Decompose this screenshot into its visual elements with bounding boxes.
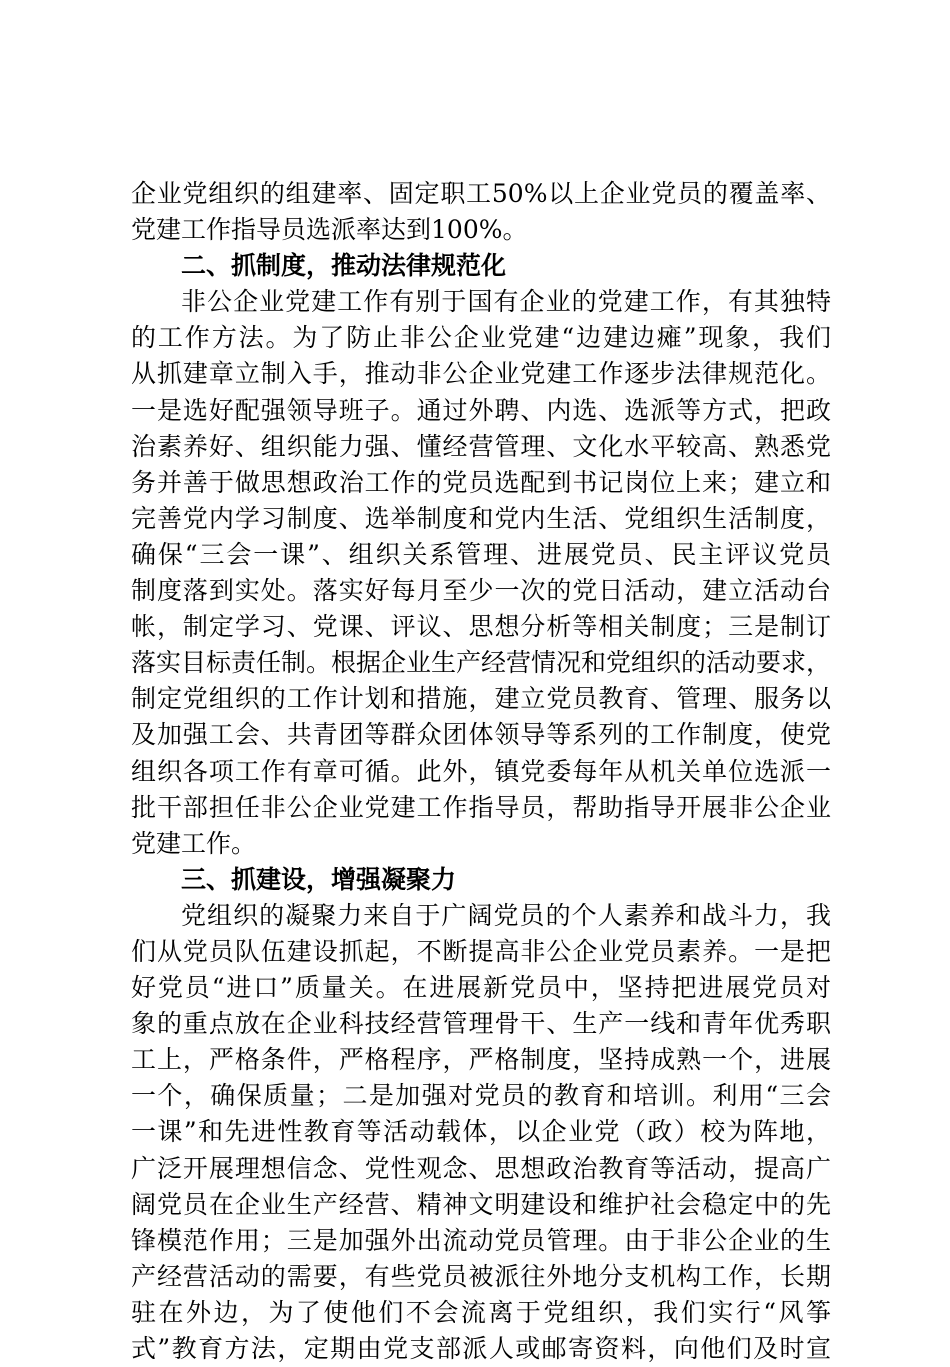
body-text-line: 一课”和先进性教育等活动载体，以企业党（政）校为阵地， (131, 1117, 831, 1147)
body-text-line: 从抓建章立制入手，推动非公企业党建工作逐步法律规范化。 (131, 359, 831, 389)
body-text-line: 制度落到实处。落实好每月至少一次的党日活动，建立活动台 (131, 576, 831, 606)
body-text-line: 务并善于做思想政治工作的党员选配到书记岗位上来；建立和 (131, 467, 831, 497)
document-page (131, 176, 831, 1367)
body-text-line: 党建工作指导员选派率达到100%。 (131, 215, 528, 245)
body-text-line: 制定党组织的工作计划和措施，建立党员教育、管理、服务以 (131, 684, 831, 714)
body-text-line: 好党员“进口”质量关。在进展新党员中，坚持把进展党员对 (131, 973, 831, 1003)
body-text-line: 及加强工会、共青团等群众团体领导等系列的工作制度，使党 (131, 720, 831, 750)
body-text-line: 一是选好配强领导班子。通过外聘、内选、选派等方式，把政 (131, 395, 831, 425)
body-text-line: 确保“三会一课”、组织关系管理、进展党员、民主评议党员 (131, 539, 831, 569)
body-text-line: 帐，制定学习、党课、评议、思想分析等相关制度；三是制订 (131, 612, 831, 642)
body-text-line: 式”教育方法，定期由党支部派人或邮寄资料，向他们及时宣 (131, 1334, 831, 1363)
body-text-line: 阔党员在企业生产经营、精神文明建设和维护社会稳定中的先 (131, 1189, 831, 1219)
body-text-line: 非公企业党建工作有别于国有企业的党建工作，有其独特 (181, 287, 831, 317)
body-text-line: 工上，严格条件，严格程序，严格制度，坚持成熟一个，进展 (131, 1045, 831, 1075)
body-text-line: 锋模范作用；三是加强外出流动党员管理。由于非公企业的生 (131, 1225, 831, 1255)
section-heading: 二、抓制度，推动法律规范化 (181, 251, 507, 281)
body-text-line: 治素养好、组织能力强、懂经营管理、文化水平较高、熟悉党 (131, 431, 831, 461)
body-text-line: 企业党组织的组建率、固定职工50%以上企业党员的覆盖率、 (131, 179, 831, 208)
body-text-line: 一个，确保质量；二是加强对党员的教育和培训。利用“三会 (131, 1081, 831, 1111)
body-text-line: 驻在外边，为了使他们不会流离于党组织，我们实行“风筝 (131, 1297, 831, 1327)
body-text-line: 党建工作。 (131, 828, 257, 858)
body-text-line: 组织各项工作有章可循。此外，镇党委每年从机关单位选派一 (131, 756, 831, 786)
body-text-line: 象的重点放在企业科技经营管理骨干、生产一线和青年优秀职 (131, 1009, 831, 1039)
section-heading: 三、抓建设，增强凝聚力 (181, 864, 457, 894)
body-text-line: 的工作方法。为了防止非公企业党建“边建边瘫”现象，我们 (131, 323, 831, 353)
body-text-line: 落实目标责任制。根据企业生产经营情况和党组织的活动要求， (131, 648, 832, 678)
body-text-line: 广泛开展理想信念、党性观念、思想政治教育等活动，提高广 (131, 1153, 831, 1183)
body-text-line: 完善党内学习制度、选举制度和党内生活、党组织生活制度， (131, 503, 831, 533)
body-text-line: 产经营活动的需要，有些党员被派往外地分支机构工作，长期 (131, 1261, 831, 1291)
body-text-line: 党组织的凝聚力来自于广阔党员的个人素养和战斗力，我 (181, 900, 831, 930)
body-text-line: 批干部担任非公企业党建工作指导员，帮助指导开展非公企业 (131, 792, 831, 822)
body-text-line: 们从党员队伍建设抓起，不断提高非公企业党员素养。一是把 (131, 936, 831, 966)
